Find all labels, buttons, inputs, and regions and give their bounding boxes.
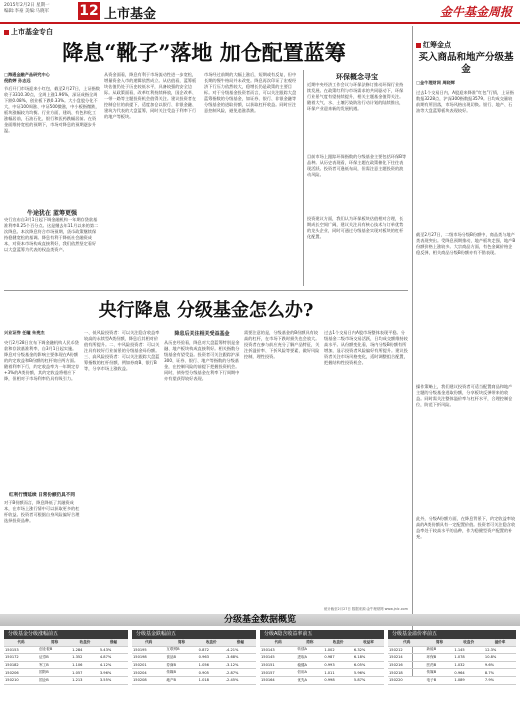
main-headline: 降息“靴子”落地 加仓配置蓝筹 bbox=[62, 40, 346, 65]
divider bbox=[412, 26, 413, 676]
col-head: 简称 bbox=[165, 639, 197, 646]
middle-box-title: 环保概念寻宝 bbox=[336, 73, 378, 81]
cell: 5.87% bbox=[353, 676, 384, 684]
table-row bbox=[260, 654, 384, 662]
cell: 150208 bbox=[132, 676, 165, 684]
table-title: 分级A隐含收益率前五 bbox=[260, 630, 384, 639]
cell: 0.964 bbox=[453, 669, 484, 677]
bottom-banner-title: 分级基金数据概览 bbox=[223, 615, 296, 625]
source-note: 统计截至2月27日 数据来源:金牛理财网 www.jnlc.com bbox=[324, 607, 408, 611]
col-head: 溢价率 bbox=[484, 639, 516, 646]
cell: 创业板B bbox=[38, 646, 71, 654]
table-row bbox=[132, 676, 256, 684]
col-head: 简称 bbox=[296, 639, 323, 646]
cell: 0.998 bbox=[323, 676, 353, 684]
cell: 1.011 bbox=[323, 669, 353, 677]
cell: 150206 bbox=[4, 669, 38, 677]
cell: 传媒B bbox=[165, 669, 197, 677]
cell: 国企B bbox=[38, 676, 71, 684]
cell: 12.3% bbox=[484, 646, 516, 654]
issue-date: 2015年2月2日 星期一 bbox=[4, 3, 50, 8]
cell: 6.05% bbox=[353, 661, 384, 669]
lower-col2-body: 一、低风险投资者：可以关注隐含收益率较高的永续型A类份额，降息后其相对价值有所提升。二、中风险投资者：可以关注具有较好行业前景的分级基金母份额。三、高风险投资者：可以关注跟踪大盘蓝筹指数的杠杆份额，例如券商B、银行B等，分享市场上涨收益。 bbox=[84, 330, 160, 371]
cell: 医药B bbox=[426, 661, 454, 669]
cell: 150164 bbox=[260, 676, 296, 684]
cell: 0.905 bbox=[198, 669, 225, 677]
cell: 1.352 bbox=[71, 654, 99, 662]
section-label-left: 上市基金专白 bbox=[4, 27, 53, 37]
cell: 新能B bbox=[426, 646, 454, 654]
table-row bbox=[260, 646, 384, 654]
cell: -2.87% bbox=[225, 669, 256, 677]
lower-col3-subhead: 降息后关注相关受益基金 bbox=[174, 331, 230, 337]
col-head: 简称 bbox=[426, 639, 454, 646]
right-body-3: 操作策略上，我们建议投资者可适当配置商品和地产主题的分级基金进取份额，分享板块反弹带来的收益。同时需关注整体溢价率与杠杆水平，合理控制仓位，防范下折风险。 bbox=[416, 384, 513, 407]
cell: 4.12% bbox=[99, 661, 128, 669]
table-row bbox=[388, 654, 516, 662]
table-row bbox=[260, 669, 384, 677]
table-2 bbox=[260, 630, 384, 685]
col-head: 收盘价 bbox=[198, 639, 225, 646]
cell: 7.9% bbox=[484, 676, 516, 684]
cell: 150153 bbox=[4, 646, 38, 654]
lower-top-rule bbox=[4, 290, 408, 291]
cell: 150218 bbox=[388, 669, 426, 677]
left-body-2: 央行宣布自3月1日起下调金融机构一年期存贷款基准利率0.25个百分点。这是继去年11月以来的第二次降息。本次降息符合市场预期，货币政策继续保持稳健宽松的基调。降息有利于降低社会融资成本，对资本市场构成直接利好，我们依然坚定看好以大盘蓝筹为代表的权益类资产。 bbox=[4, 217, 99, 252]
cell: -4.21% bbox=[225, 646, 256, 654]
cell: -2.45% bbox=[225, 676, 256, 684]
cell: 9.6% bbox=[484, 661, 516, 669]
cell: 150198 bbox=[132, 654, 165, 662]
cell: 5.43% bbox=[99, 646, 128, 654]
lower-col1-subhead: 红利行情延续 日常份额仍具不同 bbox=[9, 493, 75, 498]
table-row bbox=[4, 669, 128, 677]
author-names: 倪韵婷 孙志远 bbox=[4, 78, 31, 83]
col-head: 代码 bbox=[260, 639, 296, 646]
cell: 5.96% bbox=[353, 669, 384, 677]
cell: 证券B bbox=[38, 654, 71, 662]
cell: 150157 bbox=[260, 669, 296, 677]
table-row bbox=[260, 676, 384, 684]
cell: 0.963 bbox=[198, 654, 225, 662]
table-row bbox=[388, 661, 516, 669]
cell: 军工B bbox=[38, 661, 71, 669]
cell: 优先A bbox=[296, 676, 323, 684]
right-body-1: 过去1个交易日内，A股迎来降准“红包”行情，上证指数报3228点，沪深300指数报3579。日均成交量较前期有所回落，市场风格出现切换。银行、地产、石油等大盘蓝筹板块表现较好。 bbox=[416, 90, 514, 113]
cell: 150151 bbox=[260, 661, 296, 669]
cell: 150212 bbox=[388, 646, 426, 654]
cell: 券商B bbox=[165, 661, 197, 669]
cell: 地产B bbox=[165, 676, 197, 684]
cell: 稳健A bbox=[296, 661, 323, 669]
cell: 食品B bbox=[165, 654, 197, 662]
table-0 bbox=[4, 630, 128, 685]
cell: 3.96% bbox=[99, 669, 128, 677]
cell: 转债A bbox=[296, 646, 323, 654]
cell: 8.7% bbox=[484, 669, 516, 677]
divider bbox=[303, 70, 304, 286]
cell: 0.993 bbox=[323, 661, 353, 669]
cell: 环保B bbox=[426, 654, 454, 662]
cell: 150195 bbox=[132, 646, 165, 654]
cell: 1.284 bbox=[71, 646, 99, 654]
cell: 1.057 bbox=[71, 669, 99, 677]
table-title: 分级基金分级涨幅前五 bbox=[4, 630, 128, 639]
cell: 150216 bbox=[388, 661, 426, 669]
col-head: 涨幅 bbox=[99, 639, 128, 646]
masthead-rule bbox=[0, 22, 520, 24]
page-number: 12 bbox=[79, 3, 99, 19]
table-row bbox=[4, 661, 128, 669]
cell: 1.032 bbox=[453, 661, 484, 669]
cell: 150143 bbox=[260, 646, 296, 654]
lower-col1-author: 兴业证券 任瞳 朱亮杰 bbox=[4, 330, 45, 335]
cell: 电子B bbox=[426, 676, 454, 684]
middle-body-2: 目前市场上跟踪环保指数的分级基金主要包括环保B等品种。从历史表现看，环保主题在政策催化下往往表现活跃。投资者可逢低布局，但需注意主题投资的波动风险。 bbox=[307, 154, 407, 177]
lower-col1-body: 央行2月28日宣布下调金融机构人民币贷款和存款基准利率，自3月1日起实施。降息对分级基金的影响主要体现在A份额的约定收益和B份额的杠杆效应两方面。随着利率下行，约定收益率为一年期定存+3%的A类份额，其约定收益将相应下降，但相对于市场利率仍具有吸引力。 bbox=[4, 340, 80, 381]
table-title: 分级基金跌幅前五 bbox=[132, 630, 256, 639]
cell: 6.32% bbox=[353, 646, 384, 654]
cell: 150201 bbox=[132, 661, 165, 669]
cell: 150172 bbox=[4, 654, 38, 662]
col-head: 代码 bbox=[4, 639, 38, 646]
col-head: 代码 bbox=[132, 639, 165, 646]
cell: 4.87% bbox=[99, 654, 128, 662]
cell: 150182 bbox=[4, 661, 38, 669]
table-row bbox=[260, 661, 384, 669]
section-label-right: 红筹金点 bbox=[416, 40, 451, 50]
cell: 10.8% bbox=[484, 654, 516, 662]
table-title: 分级基金溢价率前五 bbox=[388, 630, 516, 639]
cell: 国防B bbox=[38, 669, 71, 677]
table-row bbox=[388, 669, 516, 677]
cell: 150145 bbox=[260, 654, 296, 662]
cell: -3.68% bbox=[225, 654, 256, 662]
table-row bbox=[388, 676, 516, 684]
right-body-4: 此外，分级A份额方面，在降息背景下，约定收益率较高的A类份额具有一定配置价值。投资者可关注隐含收益率处于较高水平的品种，作为稳健型资产配置的补充。 bbox=[416, 516, 516, 539]
table-row bbox=[388, 646, 516, 654]
lower-col4-body: 需要注意的是，分级基金的B份额具有较高的杠杆，在市场下跌时损失也会放大。投资者在参与前应充分了解产品特征，关注折溢价率、下折风险等要素，做好风险控制，理性投资。 bbox=[244, 330, 320, 359]
cell: 1.002 bbox=[323, 646, 353, 654]
lower-col5-body: 过去1个交易日内A股市场整体表现平稳。分级基金二级市场交易活跃，日均成交额维持较高水平。从份额变化看，场内分级B份额有所增加，显示投资者风险偏好有所提升。建议投资者关注市场风格变化，适时调整组合配置，把握结构性投资机会。 bbox=[324, 330, 408, 365]
lower-col1-body-2: 对于B份额而言，降息降低了其融资成本，在市场上涨行情中可以获取更多的杠杆收益。投资者可根据自身风险偏好合理选择投资品种。 bbox=[4, 500, 80, 523]
cell: 1.145 bbox=[453, 646, 484, 654]
col-head: 收益率 bbox=[353, 639, 384, 646]
lower-col3-body: 从历史经验看，降息对大盘蓝筹特别是金融、地产板块构成直接利好。相关指数分级基金有望受益。投资者可关注跟踪沪深300、证券、银行、地产等指数的分级基金，在控制风险的前提下把握投资机会。同时，债券型分级基金在利率下行周期中亦有望获得较好表现。 bbox=[164, 340, 240, 381]
brand-logo: 金牛基金周报 bbox=[440, 5, 513, 19]
middle-body-3: 投资建议方面，我们认为环保板块估值相对合理，长期成长空间广阔，建议关注具有核心技术与订单优势的龙头企业，同时可通过分级基金实现对板块的杠杆化配置。 bbox=[307, 216, 404, 239]
table-3 bbox=[388, 630, 516, 685]
right-headline: 买入商品和地产分级基金 bbox=[418, 52, 514, 75]
col-head: 代码 bbox=[388, 639, 426, 646]
cell: 0.872 bbox=[198, 646, 225, 654]
cell: 传媒B bbox=[426, 669, 454, 677]
col-head: 简称 bbox=[38, 639, 71, 646]
table-row bbox=[132, 646, 256, 654]
editor-line: 编辑:李豪 美编:马晓军 bbox=[4, 9, 49, 14]
cell: 1.213 bbox=[71, 676, 99, 684]
middle-body-1: 近期中央经济工作会议与环保法修订推动环保行业持续发展。在政策红利与市场需求的共同驱动下，环保行业景气度有望持续提升，相关主题基金值得关注。随着大气、水、土壤污染防治行动计划的陆续推出，环保产业迎来新的发展机遇。 bbox=[307, 82, 404, 111]
table-row bbox=[132, 661, 256, 669]
table-1 bbox=[132, 630, 256, 685]
cell: 150214 bbox=[388, 654, 426, 662]
cell: 进取A bbox=[296, 654, 323, 662]
cell: 1.018 bbox=[198, 676, 225, 684]
left-body-1: 节后开门市场迎来小红包，截至2月27日，上证指数收于3310.30点，全周上涨1.96%，深证成指全周下跌0.08%，创业板下跌0.33%。大小盘股分化不大，中证100周涨、中证500微涨，中小板指微跌，板块涨幅较为均衡。行业方面，建筑、有色和化工涨幅居前，石油石化、银行和医药跌幅居前。在资金面维持宽松的预期下，市场对降息的预期逐步升温。 bbox=[4, 86, 100, 133]
cell: -3.12% bbox=[225, 661, 256, 669]
left-subhead: 牛途犹在 蓝筹更强 bbox=[26, 210, 78, 217]
left-body-4: 市场经过前期的大幅上涨后，短期或有反复，但中长期的慢牛格局并未改变。降息再次印证了宏观经济下行压力依然较大，稳增长仍是政策的主要目标。对于分级基金投资者而言，可以关注跟踪大盘蓝筹指数的分级基金，如证券、银行、非银金融等分级基金的进取份额，以获取杠杆收益。同时应注意控制风险，避免追涨杀跌。 bbox=[204, 72, 297, 113]
left-author bbox=[4, 72, 100, 84]
cell: 信用A bbox=[296, 669, 323, 677]
col-head: 收盘价 bbox=[323, 639, 353, 646]
cell: 0.987 bbox=[323, 654, 353, 662]
cell: 1.106 bbox=[71, 661, 99, 669]
page-title: 上市基金 bbox=[104, 7, 157, 22]
cell: 150220 bbox=[388, 676, 426, 684]
cell: 3.55% bbox=[99, 676, 128, 684]
author-org: □海通金融产品研究中心 bbox=[4, 72, 50, 77]
right-author: □金牛理财网 周晓辉 bbox=[416, 80, 455, 85]
cell: 互联网B bbox=[165, 646, 197, 654]
left-body-3: 从资金面看，降息有利于市场流动性进一步宽松，增量资金入市的逻辑依然成立。从估值看，蓝筹板块估值仍处于历史较低水平，具备较强的安全边际。从政策面看，改革红利持续释放，国企改革、一带一路等主题投资机会值得关注。建议投资者在控制仓位的前提下，适度加仓以银行、非银金融、建筑为代表的大盘蓝筹，同时关注受益于利率下行的地产等板块。 bbox=[104, 72, 197, 119]
table-row bbox=[4, 654, 128, 662]
table-row bbox=[132, 669, 256, 677]
cell: 1.089 bbox=[453, 676, 484, 684]
col-head: 涨幅 bbox=[225, 639, 256, 646]
right-body-2: 截至2月27日，二级市场分级B份额中，商品类与地产类表现突出。受降息预期推动，地产板块走强，地产B份额价格上涨较多。大宗商品方面，有色金属价格企稳反弹，相关商品分级B份额亦有不错表现。 bbox=[416, 232, 516, 255]
cell: 1.056 bbox=[198, 661, 225, 669]
table-row bbox=[132, 654, 256, 662]
col-head: 收盘价 bbox=[453, 639, 484, 646]
cell: 6.18% bbox=[353, 654, 384, 662]
table-row bbox=[4, 676, 128, 684]
cell: 150210 bbox=[4, 676, 38, 684]
masthead-meta bbox=[4, 3, 74, 15]
lower-headline: 央行降息 分级基金怎么办? bbox=[98, 300, 314, 321]
col-head: 收盘价 bbox=[71, 639, 99, 646]
cell: 150204 bbox=[132, 669, 165, 677]
table-row bbox=[4, 646, 128, 654]
cell: 1.078 bbox=[453, 654, 484, 662]
